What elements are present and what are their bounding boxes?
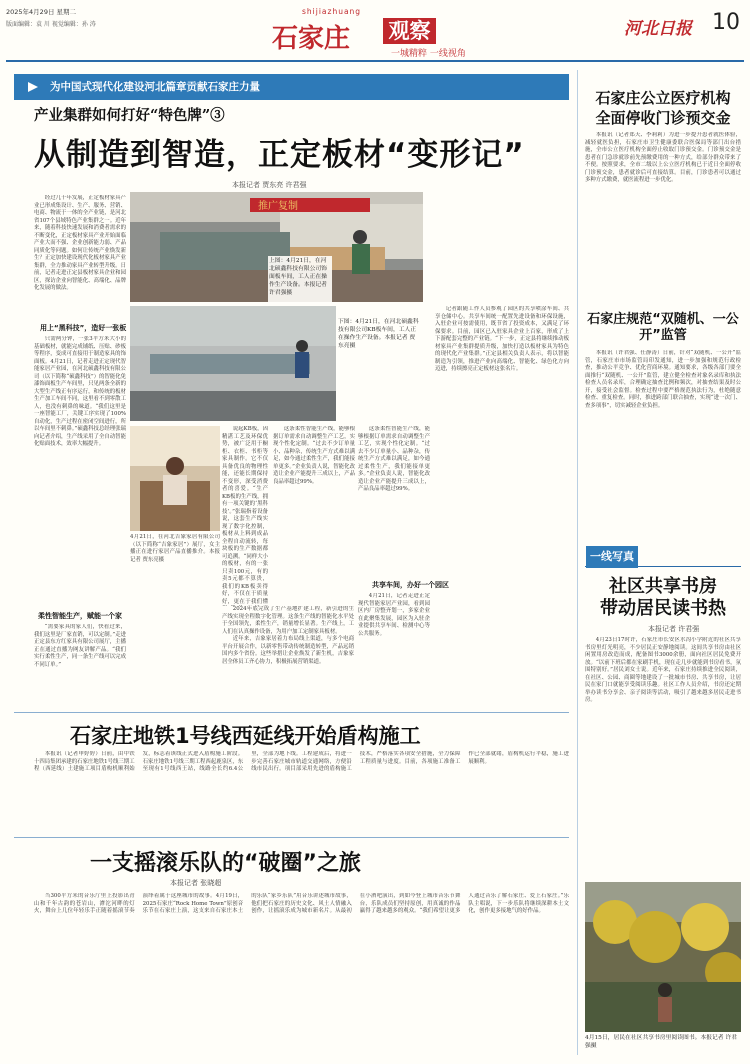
lead-caption-1: 上图：4月21日，在河北硕鑫科技有限公司饰面板车间，工人正在操作生产设备。本报记者 许君强摄 <box>268 256 332 304</box>
right-column-rule <box>577 70 578 1055</box>
section-slogan: 一城精粹 一线视角 <box>391 49 466 59</box>
hospital-body: 本报讯（记者郑天、李莉莉）为进一步提升患者就医体验，减轻就医负担，石家庄市卫生健康委联合医保局等部门出台措施，全市公立医疗机构全面停止收取门诊预交金。门诊预交金是患者在门急诊就诊前先预缴费用的一种方式，给部分群众带来了不便。按照要求，全市二级以上公立医疗机构已于近日全面停收门诊预交金，患者就诊后可直接结算。目前，门诊患者可以通过多种方式缴费，就医流程进一步优化。 <box>585 132 741 183</box>
lead-column-2: 说起KB板，因精湛工艺及环保优势，被广泛用于橱柜、衣柜、书柜等家具制作。它不仅具备优良的物理性能，还能长期保持不变形，深受消费者的喜爱。“生产KB板的生产线，拥有一项关键的‘黑科技’。”张瑞指着设备说，这套生产线实现了数字化控制，板材从上料到成品全程自动流转，每块板的生产数据都可追溯。“同样大小的板材，有的一张只卖100元，有的卖5元都不算贵，我们的KB板卖得好，不仅在于质量好，更在于我们懂 <box>222 426 268 605</box>
lead-column-1b: “需要家具的家人们，快看过来，我们这里是厂家直销，可以定制。”走进正定县东方红家具有限公司展厅，主播正在通过直播为网友讲解产品。“我们实行柔性生产，同一条生产线可以完成不同订单。” <box>34 624 126 668</box>
lead-column-4b: 4月21日，记者走进正定现代智能家居产业园，看到园区内厂房整齐划一，多家企业在此聚集发展，园区为入驻企业提供共享车间、检测中心等公共服务。 <box>358 593 430 637</box>
lead-subhead-2: 柔性智能生产，赋能一个家 <box>38 612 122 620</box>
lead-intro: 经过几十年发展，正定板材家具产业已形成集设计、生产、服务、营销、电商、物流于一体的全产业链，是河北省107个县域特色产业集群之一。近年来，随着科技快速发展和消费者需求的不断变化，正定板材家具产业开始面临产业大而不强、企业创新能力弱、产品同质化等问题。如何让传统产业焕发新生？正定加快建设现代化板材家具产业集群，全力推动家具产业转型升级。日前，记者走进正定县板材家具企业和园区，探访企业向智能化、高端化、品牌化发展的做法。 <box>34 195 126 291</box>
metro-body: 本报讯（记者申婷婷）日前，由中铁十四局集团承建的石家庄地铁1号线三期工程（西延线）土建施工项目盾构机顺利始发，标志着该线正式进入盾构施工阶段。石家庄地铁1号线三期工程西起鹿泉区，东至现有1号线西王站，线路全长约6.4公里，全部为地下线。工程建成后，将进一步完善石家庄城市轨道交通网络，方便沿线市民出行。项目部采用先进的盾构施工技术，严格落实各项安全措施，全力保障工程质量与进度。目前，各项施工准备工作已全部就绪，盾构机运行平稳，施工进展顺利。 <box>34 751 569 772</box>
lead-column-3: 2024年底完成了生产基地扩建工程，新引进的生产线实现全程数字化管理。这条生产线的智能化水平处于全国领先，柔性生产，销量增长显著。生产线上，工人们在认真操作设备，为用户加工定制家具板材。 近年来，吉象家居着力布局线上渠道，与多个电商平台开展合作，以新零售带动传统制造转型，产品远销国内多个省份。这些举措让企业焕发了新生机，吉象家居全体员工齐心协力，积极拓展营销渠道。 <box>222 606 354 665</box>
section-pinyin: shijiazhuang <box>302 7 362 16</box>
lead-photo-middle <box>130 306 336 421</box>
theme-banner: 为中国式现代化建设河北篇章贡献石家庄力量 <box>14 74 569 100</box>
issue-date: 2025年4月29日 星期二 <box>6 8 77 16</box>
band-body: 当300平方米的音乐厅里上投影出青山和千年古韵的苍岩山，滹沱河畔的灯火，舞台上几位年轻乐手正随着摇滚节奏演绎着属于这座城市的故事。4月19日，2025石家庄“Rock Home Town”原创音乐节在石家庄上演，这支来自石家庄本土的乐队“家乡乐队”用音乐讲述城市故事，他们把石家庄的历史文化、风土人情融入创作，让摇滚乐成为城市新名片。从最初在小酒吧演出，到如今登上城市音乐节舞台，乐队成员们坚持原创，用真诚的作品赢得了越来越多的观众。“我们希望让更多人通过音乐了解石家庄、爱上石家庄。”乐队主唱说，下一步乐队将继续深耕本土文化，创作更多接地气的好作品。 <box>34 893 569 914</box>
band-headline: 一支摇滚乐队的“破圈”之旅 <box>90 851 361 876</box>
bookroom-photo <box>585 882 741 1032</box>
lead-subhead-1: 用上“黑科技”，造好一张板 <box>40 324 127 332</box>
lead-column-3a: 这条柔性智能生产线，能够根据订单需求自动调整生产工艺，实现个性化定制。“过去不少订单量小、品种杂，传统生产方式难以满足，如今通过柔性生产，我们能接单更多。”企业负责人说，智能化改造让企业产能提升三成以上，产品良品率超过99%。 <box>273 426 355 485</box>
lead-kicker: 产业集群如何打好“特色牌”③ <box>34 107 225 124</box>
lead-subhead-3: 共享车间，办好一个园区 <box>372 581 449 589</box>
masthead-rule <box>6 60 744 62</box>
hospital-headline: 石家庄公立医疗机构 全面停收门诊预交金 <box>595 89 731 127</box>
band-byline: 本报记者 张晓超 <box>170 879 222 887</box>
lead-column-1: 只需两分钟，一张3平方米大小的基础板材，就能完成铺纸、压贴、砂板等程序，变成可直接用于制造家具的饰面板。4月21日，记者走进正定现代智能家居产业园，在河北硕鑫科技有限公司（以下简称“硕鑫科技”）的智能化免漆饰面板生产车间里，只见两条全新的大型生产线正有序运行，和传统的板材生产加工车间不同，这里看不到零散工人，也没有刺鼻的味道。“我们这里是一座智能工厂，关键工序实现了100%自动化，生产过程在密闭空间进行，所以车间里不刺鼻。”硕鑫科技总经理张瑞向记者介绍，生产线采用了全自动智能化贴面技术，效率大幅提升。 <box>34 336 126 447</box>
lead-column-5: 记者跟随工作人员参观了园区的共享喷涂车间、共享仓储中心。共享车间统一配置先进设备和环保设施，入驻企业可按需使用，既节省了投资成本，又满足了环保要求。目前，园区已入驻家具企业上百家，形成了上下游配套完整的产业链。“下一步，正定县将继续推动板材家具产业集群提质升级，加快打造以板材家具为特色的现代化产业集群。”正定县相关负责人表示，将以智能制造为引领，推进产业向高端化、智能化、绿色化方向迈进，持续擦亮正定板材这张名片。 <box>435 306 569 372</box>
bookroom-headline: 社区共享书房 带动居民读书热 <box>600 576 726 619</box>
section-divider-2 <box>14 837 569 838</box>
supervision-body: 本报讯（许君强、任静涛）日前，针对“双随机、一公开”监管，石家庄市市场监管局印发通知，进一步加强和规范行政检查，推动公平竞争、优化营商环境。通知要求，各级各部门要全面推行“双随机、一公开”监管，建立健全检查对象名录库和执法检查人员名录库，合理确定抽查比例和频次，对抽查结果及时公开，接受社会监督。检查过程中要严格规范执法行为，杜绝随意检查、重复检查。同时，推进跨部门联合抽查，实现“进一次门、查多项事”，切实减轻企业负担。 <box>585 350 741 409</box>
city-name: 石家庄 <box>272 24 351 54</box>
lead-headline: 从制造到智造，正定板材“变形记” <box>34 137 525 173</box>
lead-caption-3: 4月21日，在河北吉象家居有限公司（以下简称“吉象家居”）展厅，女主播正在进行家居产品直播推介。本报记者 贾东亮摄 <box>130 534 220 563</box>
lead-byline: 本报记者 贾东亮 许君强 <box>232 181 307 189</box>
photo-sign-text: 推广复制 <box>258 201 298 212</box>
page-number: 10 <box>712 10 740 35</box>
lead-column-4: 这条柔性智能生产线，能够根据订单需求自动调整生产工艺，实现个性化定制。“过去不少订单量小、品种杂，传统生产方式难以满足，如今通过柔性生产，我们能接单更多。”企业负责人说，智能化改造让企业产能提升三成以上，产品良品率超过99%。 <box>358 426 430 492</box>
bookroom-caption: 4月15日，居民在社区共享书房里阅读图书。本报记者 许君强摄 <box>585 1035 738 1049</box>
section-badge: 观察 <box>383 18 436 44</box>
newspaper-logo: 河北日报 <box>624 19 692 39</box>
supervision-headline: 石家庄规范“双随机、一公开”监管 <box>587 312 739 343</box>
section-divider <box>14 712 569 713</box>
editor-credits: 版面编辑：袁 川 视觉编辑：孙 涛 <box>6 21 96 28</box>
lead-photo-livestream <box>130 426 220 531</box>
yixian-tab: 一线写真 <box>586 546 638 568</box>
bookroom-byline: 本报记者 许君强 <box>648 625 700 633</box>
bookroom-body: 4月23日17时许，石家庄市长安区水沟小学附近的社区共享书房里灯光明亮，不少居民正安静地阅读。这间共享书房由社区闲置用房改造而成，配备图书3000余册，面向社区居民免费开放。“以前下班后都在家刷手机，现在走几步就能到书房看书，氛围特别好。”居民刘女士说。近年来，石家庄持续推进全民阅读，在社区、公园、商圈等地建设了一批城市书房、共享书房，让居民在家门口就能享受阅读乐趣。社区工作人员介绍，书房还定期举办读书分享会、亲子阅读等活动，吸引了越来越多居民走进书房。 <box>585 637 741 703</box>
lead-caption-2: 下图：4月21日，在河北硕鑫科技有限公司KB板车间，工人正在操作生产设备。本报记者 贾东亮摄 <box>338 319 419 349</box>
metro-headline: 石家庄地铁1号线西延线开始盾构施工 <box>70 724 421 748</box>
